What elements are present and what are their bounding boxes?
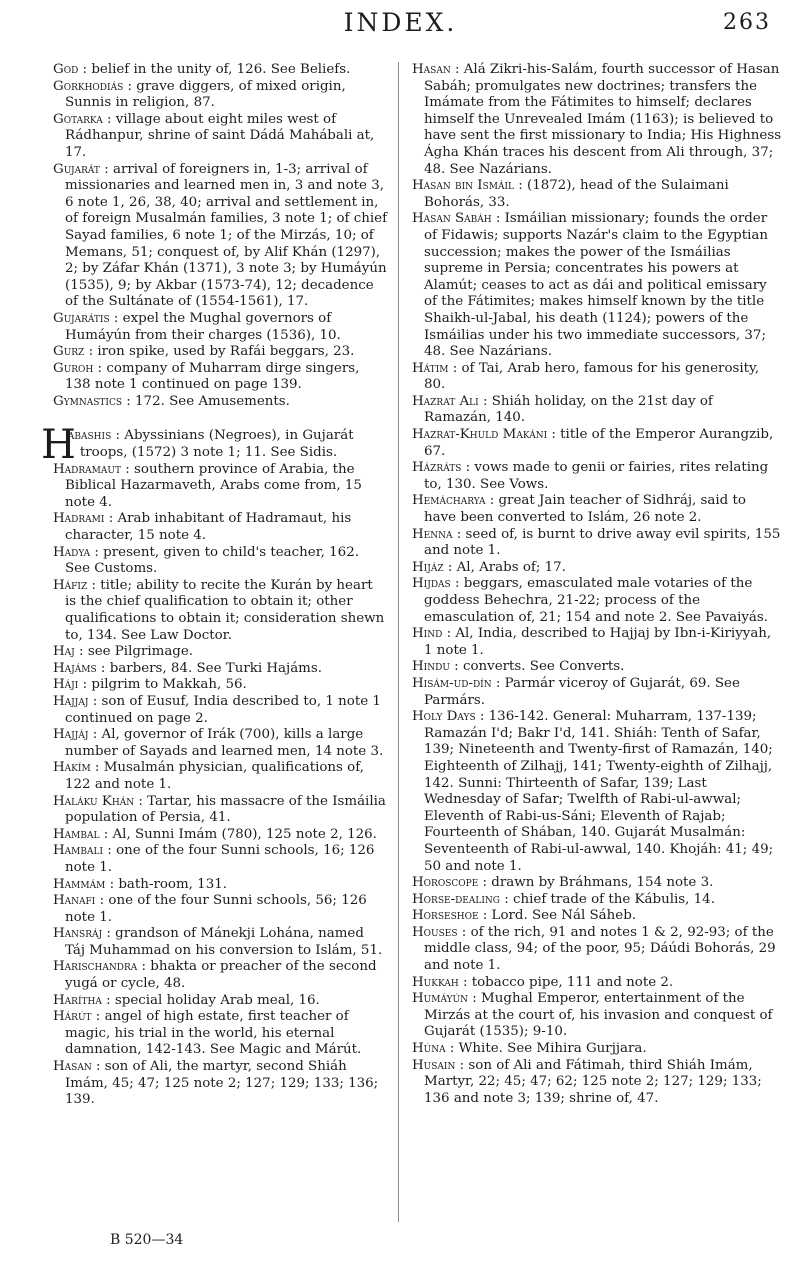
index-text: : grandson of Mánekji Lohána, named Táj Muhammad on his conversion to Islám, 51. (65, 926, 383, 958)
index-entry (53, 794, 388, 827)
index-term: Hukkah (412, 974, 459, 990)
index-text: : Arab inhabitant of Hadramaut, his character, 15 note 4. (65, 511, 352, 544)
index-entry (412, 460, 782, 493)
index-term: Hemácharya (412, 493, 486, 509)
index-text: : grave diggers, of mixed origin, Sunnis in religion, 87. (65, 78, 346, 111)
index-text: : of the rich, 91 and notes 1 & 2, 92-93; of the middle class, 94; of the poor, 95; Dáúdi Bohorás, 29 and note 1. (424, 924, 776, 974)
index-term: Hambal (53, 826, 100, 842)
index-term: Hakím (53, 760, 91, 776)
drop-cap: H (41, 422, 76, 469)
index-text: : Mughal Emperor, entertainment of the Mirzás at the court of, his invasion and conquest of Gujarát (1535); 9-10. (424, 991, 773, 1040)
index-text: : one of the four Sunni schools, 56; 126 note 1. (65, 893, 367, 925)
index-text: : iron spike, used by Rafái beggars, 23. (84, 344, 355, 360)
index-term: Horse-dealing (412, 891, 500, 907)
printer-signature: B 520—34 (110, 1232, 184, 1248)
index-term: Gujarát (53, 161, 100, 177)
index-entry (412, 892, 782, 909)
index-text: : arrival of foreigners in, 1-3; arrival of missionaries and learned men in, 3 and note 3, 6 note 1, 26, 38, 40; arrival and settlement in, of foreign Musalmán families, 3 note 1; of chief Sayad families, 6 note 1; of the Mirzás, 10; of Memans, 51; conquest of, by Alif Khán (1297), 2; by Záfar Khán (1371), 3 note 3; by Humáyún (1535), 9; by Akbar (1573-74), 12; decadence of the Sultánate of (1554-1561), 17. (65, 161, 388, 310)
index-term: Holy Days (412, 709, 476, 725)
index-entry (53, 877, 388, 894)
index-entry (412, 709, 782, 875)
index-text: : bath-room, 131. (105, 876, 227, 892)
index-term: Hanafi (53, 893, 96, 909)
index-entry (412, 560, 782, 577)
index-entry (53, 993, 388, 1010)
index-text: : son of Eusuf, India described to, 1 note 1 continued on page 2. (65, 693, 381, 726)
index-text: : beggars, emasculated male votaries of the goddess Behechra, 21-22; process of the emasculation of, 21; 154 and note 2. See Pavaiyás. (424, 576, 769, 625)
index-term: Hazrat Ali (412, 393, 479, 409)
index-text: : angel of high estate, first teacher of magic, his trial in the world, his eternal damnation, 142-143. See Magic and Márút. (65, 1009, 362, 1058)
index-text: : vows made to genii or fairies, rites relating to, 130. See Vows. (424, 460, 769, 492)
index-text: : see Pilgrimage. (74, 644, 194, 660)
index-text: : drawn by Bráhmans, 154 note 3. (478, 875, 714, 891)
index-entry (412, 925, 782, 975)
index-term: Hadya (53, 544, 91, 560)
index-text: : village about eight miles west of Rádhanpur, shrine of saint Dádá Mahábali at, 17. (65, 111, 375, 160)
index-term: Hansráj (53, 926, 103, 942)
index-term: Harítha (53, 992, 102, 1008)
index-term: Hisám-ud-dín (412, 675, 492, 691)
index-text: : Ismáilian missionary; founds the order of Fidawis; supports Nazár's claim to the Egyptian succession; makes the power of the Ismáilias supreme in Persia; concentrates his powers at Alamút; ceases to act as dái and political emissary of the Fátimites; makes himself known by the title Shaikh-ul-Jabal, his death (1124); powers of the Ismáilias under his two immediate successors, 37; 48. See Nazárians. (424, 211, 768, 360)
index-text: : Al, Sunni Imám (780), 125 note 2, 126. (99, 826, 377, 842)
index-entry (412, 62, 782, 178)
index-entry (53, 677, 388, 694)
index-term: Hadramaut (53, 461, 121, 477)
index-entry (53, 1009, 388, 1059)
index-text: : great Jain teacher of Sidhráj, said to have been converted to Islám, 26 note 2. (424, 493, 746, 526)
index-entry (412, 975, 782, 992)
index-term: Husain (412, 1057, 456, 1073)
index-term: Hind (412, 626, 443, 642)
index-text: : Al, India, described to Hajjaj by Ibn-i-Kiriyyah, 1 note 1. (424, 626, 772, 658)
index-term: Hambali (53, 843, 104, 859)
index-text: : belief in the unity of, 126. See Beliefs. (78, 62, 351, 77)
index-term: Háfiz (53, 577, 88, 593)
index-text: : Abyssinians (Negroes), in Gujarát troops, (1572) 3 note 1; 11. See Sidis. (79, 428, 354, 461)
index-text: : southern province of Arabia, the Biblical Hazarmaveth, Arabs come from, 15 note 4. (65, 461, 362, 510)
index-term: Haláku Khán (53, 793, 135, 809)
index-entry (53, 361, 388, 394)
index-entry (53, 62, 388, 79)
index-entry (412, 576, 782, 626)
index-term: Guroh (53, 360, 94, 376)
index-entry (53, 311, 388, 344)
index-text: : one of the four Sunni schools, 16; 126 note 1. (65, 843, 375, 875)
index-entry (412, 991, 782, 1041)
index-entry (412, 1058, 782, 1108)
index-entry (412, 875, 782, 892)
index-entry (53, 893, 388, 926)
index-term: Háji (53, 677, 79, 693)
index-term: Gujarátis (53, 310, 110, 326)
index-term: Hasan Sabáh (412, 211, 492, 227)
index-entry (53, 578, 388, 644)
index-entry (53, 760, 388, 793)
index-entry (53, 827, 388, 844)
index-text: : Al, Arabs of; 17. (443, 559, 566, 575)
index-text: : White. See Mihira Gurjjara. (445, 1041, 647, 1057)
index-term: Házráts (412, 460, 462, 476)
index-term: Gymnastics (53, 393, 123, 409)
index-text: : 172. See Amusements. (122, 393, 290, 409)
index-term: Hijáz (412, 559, 444, 575)
index-text: : barbers, 84. See Turki Hajáms. (96, 660, 322, 676)
index-term: Horseshoe (412, 908, 479, 924)
index-entry (53, 727, 388, 760)
index-entry (412, 427, 782, 460)
index-term: Hammám (53, 876, 106, 892)
index-text: : tobacco pipe, 111 and note 2. (458, 974, 674, 990)
index-term: Hasan (53, 1059, 92, 1075)
index-text: : seed of, is burnt to drive away evil spirits, 155 and note 1. (424, 526, 781, 559)
column-divider (398, 62, 399, 1222)
index-entry (53, 394, 388, 411)
index-entry (53, 162, 388, 311)
index-term: Haj (53, 644, 75, 660)
index-term: Hajjaj (53, 693, 89, 709)
index-term: Hindu (412, 659, 450, 675)
page-number: 263 (723, 10, 771, 35)
index-term: God (53, 62, 79, 77)
index-text: : Shiáh holiday, on the 21st day of Ramazán, 140. (424, 393, 713, 426)
index-entry (412, 676, 782, 709)
index-text: : of Tai, Arab hero, famous for his generosity, 80. (424, 360, 760, 393)
index-entry (53, 112, 388, 162)
index-text: : Al, governor of Irák (700), kills a large number of Sayads and learned men, 14 note 3. (65, 727, 384, 759)
index-entry (412, 211, 782, 360)
index-text: : 136-142. General: Muharram, 137-139; Ramazán I'd; Bakr I'd, 141. Shiáh: Tenth of Safar, 139; Nineteenth and Twenty-first of Ramazán, 140; Eighteenth of Zilhajj, 141; Twenty-eighth of Zilhajj, 142. Sunni: Thirteenth of Safar, 139; Last Wednesday of Safar; Twelfth of Rabi-ul-awwal; Eleventh of Rabi-us-Sáni; Eleventh of Rajab; Fourteenth of Shában, 140. Gujarát Musalmán: Seventeenth of Rabi-ul-awwal, 140. Khojáh: 41; 49; 50 and note 1. (424, 709, 774, 874)
index-text: : title; ability to recite the Kurán by heart is the chief qualification to obtain it; other qualifications to obtain it; consideration shewn to, 134. See Law Doctor. (65, 577, 385, 643)
index-term: Hárút (53, 1009, 92, 1025)
index-text: : special holiday Arab meal, 16. (101, 992, 320, 1008)
index-text: : Alá Zikri-his-Salám, fourth successor of Hasan Sabáh; promulgates new doctrines; transfers the Imámate from the Fátimites to himself; declares himself the Unrevealed Imám (1163); is believed to have sent the first missionary to India; His Highness Ágha Khán traces his descent from Ali through, 37; 48. See Nazárians. (424, 62, 782, 177)
index-text: : Musalmán physician, qualifications of, 122 and note 1. (65, 760, 364, 792)
index-text: : expel the Mughal governors of Humáyún from their charges (1536), 10. (65, 310, 341, 343)
index-entry (53, 545, 388, 578)
index-term: Gorkhodiás (53, 78, 124, 94)
right-column (412, 62, 782, 1107)
index-entry (412, 1041, 782, 1058)
index-entry (412, 493, 782, 526)
index-term: Hasan bin Ismáil (412, 178, 514, 194)
index-term: Hátim (412, 360, 449, 376)
index-entry (53, 1059, 388, 1109)
index-entry (53, 644, 388, 661)
index-text: : present, given to child's teacher, 162. See Customs. (65, 544, 359, 577)
index-term: Hasan (412, 62, 451, 77)
index-term: Harischandra (53, 959, 138, 975)
index-entry (53, 511, 388, 544)
index-entry (53, 843, 388, 876)
index-term: Henna (412, 526, 453, 542)
index-entry (412, 908, 782, 925)
left-column (41, 62, 388, 1109)
index-term: Hadrami (53, 511, 105, 527)
index-text: : company of Muharram dirge singers, 138 note 1 continued on page 139. (65, 360, 360, 393)
index-term: abashis (67, 428, 112, 444)
index-term: Hazrat-Khuld Makáni (412, 427, 548, 443)
index-term: Húna (412, 1041, 446, 1057)
index-text: : son of Ali and Fátimah, third Shiáh Imám, Martyr, 22; 45; 47; 62; 125 note 2; 127; 129; 133; 136 and note 3; 139; shrine of, 47. (424, 1057, 762, 1106)
index-text: : bhakta or preacher of the second yugá or cycle, 48. (65, 959, 377, 992)
index-text: : converts. See Converts. (449, 659, 625, 675)
index-entry (53, 694, 388, 727)
index-term: Humáyún (412, 991, 469, 1007)
index-entry (53, 79, 388, 112)
index-text: : son of Ali, the martyr, second Shiáh Imám, 45; 47; 125 note 2; 127; 129; 133; 136; 139. (65, 1059, 379, 1108)
index-entry (412, 659, 782, 676)
index-text: : chief trade of the Kábulis, 14. (499, 891, 715, 907)
index-entry (53, 344, 388, 361)
index-term: Houses (412, 924, 458, 940)
index-entry (412, 361, 782, 394)
index-entry (53, 462, 388, 512)
index-entry (412, 626, 782, 659)
index-text: : pilgrim to Makkah, 56. (78, 677, 247, 693)
index-term: Gotarka (53, 111, 103, 127)
index-text: : Parmár viceroy of Gujarát, 69. See Parmárs. (424, 675, 740, 708)
index-entry (53, 926, 388, 959)
index-text: : Tartar, his massacre of the Ismáilia population of Persia, 41. (65, 793, 386, 826)
index-entry (53, 661, 388, 678)
index-term: Hajáms (53, 660, 97, 676)
index-entry (412, 394, 782, 427)
index-text: : Lord. See Nál Sáheb. (478, 908, 637, 924)
index-term: Hajjáj (53, 727, 89, 743)
index-term: Hijdas (412, 576, 451, 592)
index-text: : title of the Emperor Aurangzib, 67. (424, 427, 774, 459)
index-term: Gurz (53, 344, 85, 360)
index-entry (412, 178, 782, 211)
index-entry (412, 527, 782, 560)
index-term: Horoscope (412, 875, 479, 891)
index-text: : (1872), head of the Sulaimani Bohorás, 33. (424, 178, 729, 210)
running-title: INDEX. (343, 8, 458, 37)
index-entry (53, 959, 388, 992)
